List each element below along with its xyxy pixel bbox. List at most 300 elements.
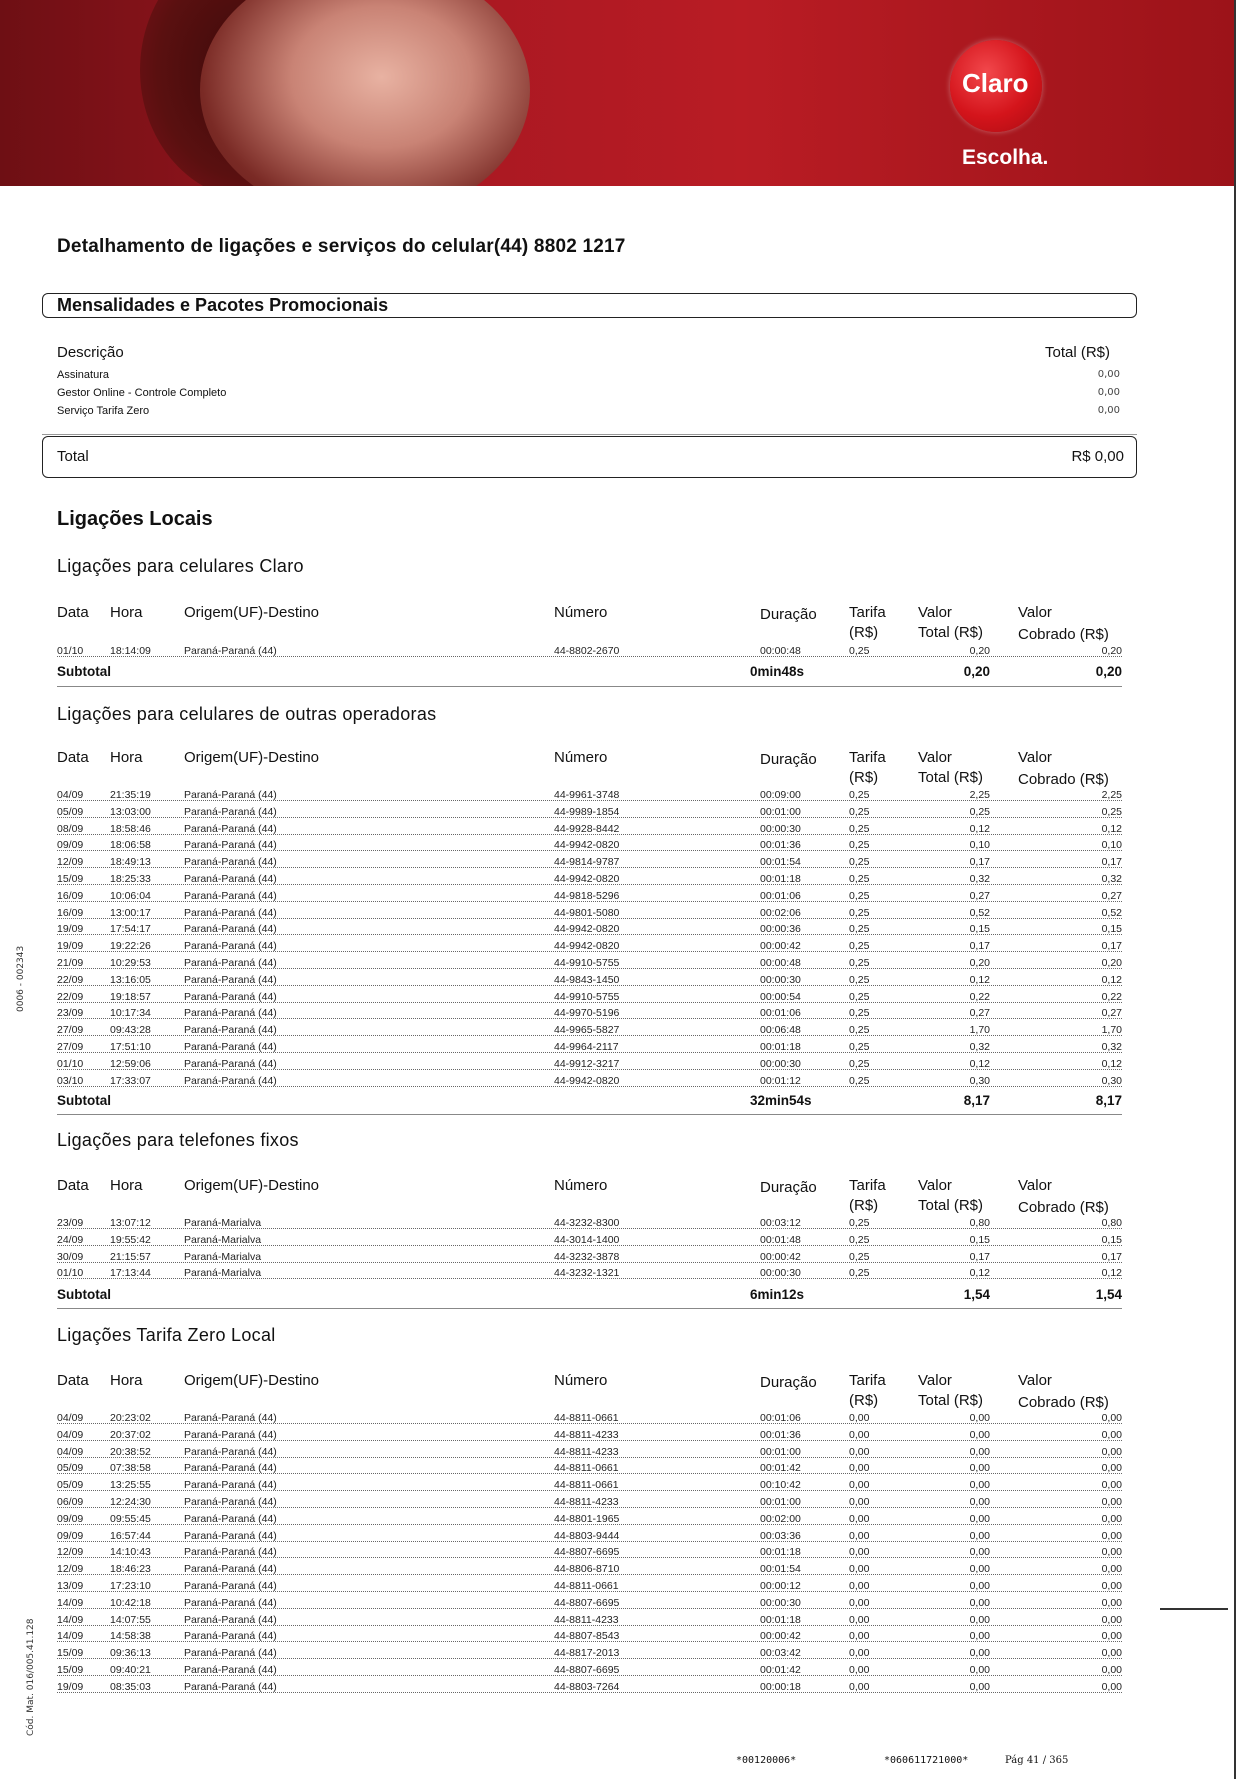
cell-duracao: 00:00:42 xyxy=(760,940,801,953)
cell-duracao: 00:01:18 xyxy=(760,1613,801,1626)
cell-valor-total: 0,12 xyxy=(969,822,990,835)
cell-valor-total: 0,15 xyxy=(969,923,990,936)
total-label: Total xyxy=(57,448,89,465)
cell-valor-total: 0,20 xyxy=(969,957,990,969)
cell-origem: Paraná-Paraná (44) xyxy=(184,1462,277,1475)
cell-numero: 44-9942-0820 xyxy=(554,923,620,936)
cell-data: 15/09 xyxy=(57,1664,84,1676)
cell-tarifa: 0,25 xyxy=(849,957,870,969)
cell-valor-total: 0,30 xyxy=(969,1074,990,1087)
table-row xyxy=(0,1075,1244,1092)
col-duracao: Duração xyxy=(760,1179,817,1196)
cell-valor-total: 0,17 xyxy=(969,856,990,869)
cell-numero: 44-9970-5196 xyxy=(554,1007,620,1020)
col-tarifa: Tarifa xyxy=(849,1177,886,1194)
cell-tarifa: 0,25 xyxy=(849,990,870,1003)
cell-valor-cobrado: 0,00 xyxy=(1101,1428,1122,1441)
cell-tarifa: 0,00 xyxy=(849,1647,870,1660)
cell-tarifa: 0,00 xyxy=(849,1546,870,1559)
desc-item-total: 0,00 xyxy=(1097,405,1120,416)
cell-valor-total: 0,00 xyxy=(969,1428,990,1441)
col-valor-2: Valor xyxy=(1018,604,1052,621)
side-code-bottom: Cód. Mat. 016/005.41.128 xyxy=(26,1618,36,1736)
table-row xyxy=(0,907,1244,924)
claro-logo-text: Claro xyxy=(962,68,1029,98)
col-numero: Número xyxy=(554,1177,608,1194)
cell-origem: Paraná-Paraná (44) xyxy=(184,1412,277,1424)
cell-numero: 44-8802-2670 xyxy=(554,645,620,657)
cell-data: 21/09 xyxy=(57,957,84,969)
cell-valor-cobrado: 0,17 xyxy=(1101,856,1122,869)
table-row xyxy=(0,1647,1244,1664)
cell-data: 01/10 xyxy=(57,1057,84,1070)
cell-valor-total: 0,12 xyxy=(969,973,990,986)
col-origem: Origem(UF)-Destino xyxy=(184,1372,320,1389)
col-numero: Número xyxy=(554,749,608,766)
cell-tarifa: 0,00 xyxy=(849,1428,870,1441)
total-value: R$ 0,00 xyxy=(1071,448,1124,465)
col-hora: Hora xyxy=(110,604,143,621)
cell-valor-cobrado: 0,17 xyxy=(1101,1250,1122,1263)
cell-data: 23/09 xyxy=(57,1217,84,1229)
table-row xyxy=(0,1597,1244,1614)
cell-valor-total: 0,80 xyxy=(969,1217,990,1229)
cell-numero: 44-9964-2117 xyxy=(554,1041,619,1053)
desc-item: Gestor Online - Controle Completo xyxy=(57,387,227,399)
cell-valor-cobrado: 0,00 xyxy=(1101,1630,1122,1643)
cell-valor-cobrado: 2,25 xyxy=(1101,789,1122,801)
cell-data: 16/09 xyxy=(57,889,84,902)
cell-origem: Paraná-Paraná (44) xyxy=(184,1024,277,1037)
cell-duracao: 00:01:00 xyxy=(760,1496,801,1508)
subsection-title: Ligações para telefones fixos xyxy=(57,1130,299,1150)
cell-hora: 20:23:02 xyxy=(110,1412,151,1424)
cell-numero: 44-8811-4233 xyxy=(554,1445,619,1458)
cell-valor-total: 0,00 xyxy=(969,1563,990,1576)
cell-data: 12/09 xyxy=(57,1546,84,1559)
table-row xyxy=(0,1446,1244,1463)
cell-origem: Paraná-Paraná (44) xyxy=(184,1664,277,1676)
total-box xyxy=(42,436,1137,478)
cell-tarifa: 0,00 xyxy=(849,1479,870,1492)
table-header xyxy=(0,604,1244,648)
cell-origem: Paraná-Paraná (44) xyxy=(184,1529,277,1542)
cell-duracao: 00:00:30 xyxy=(760,1596,801,1609)
table-row xyxy=(0,873,1244,890)
col-descricao: Descrição xyxy=(57,344,124,361)
cell-data: 05/09 xyxy=(57,1462,84,1475)
col-duracao: Duração xyxy=(760,1374,817,1391)
cell-origem: Paraná-Paraná (44) xyxy=(184,1546,277,1559)
cell-data: 03/10 xyxy=(57,1074,84,1087)
cell-duracao: 00:01:36 xyxy=(760,1428,801,1441)
table-header xyxy=(0,1372,1244,1416)
cell-hora: 20:38:52 xyxy=(110,1445,151,1458)
col-hora: Hora xyxy=(110,1177,143,1194)
cell-hora: 14:58:38 xyxy=(110,1630,151,1643)
cell-valor-cobrado: 0,27 xyxy=(1101,1007,1122,1020)
cell-data: 01/10 xyxy=(57,645,84,657)
cell-data: 19/09 xyxy=(57,940,84,953)
brand-tagline: Escolha. xyxy=(962,146,1049,169)
cell-tarifa: 0,25 xyxy=(849,923,870,936)
cell-valor-total: 0,17 xyxy=(969,940,990,953)
cell-tarifa: 0,25 xyxy=(849,645,870,657)
cell-origem: Paraná-Paraná (44) xyxy=(184,957,277,969)
cell-tarifa: 0,00 xyxy=(849,1529,870,1542)
cell-origem: Paraná-Paraná (44) xyxy=(184,873,277,885)
cell-valor-total: 0,12 xyxy=(969,1267,990,1280)
cell-hora: 18:58:46 xyxy=(110,822,151,835)
cell-origem: Paraná-Paraná (44) xyxy=(184,1479,277,1492)
cell-duracao: 00:01:18 xyxy=(760,1041,801,1053)
cell-hora: 21:15:57 xyxy=(110,1250,151,1263)
cell-valor-total: 0,00 xyxy=(969,1479,990,1492)
table-row xyxy=(0,1664,1244,1681)
cell-tarifa: 0,00 xyxy=(849,1680,870,1693)
cell-origem: Paraná-Paraná (44) xyxy=(184,645,277,657)
cell-valor-cobrado: 0,00 xyxy=(1101,1479,1122,1492)
cell-valor-total: 0,00 xyxy=(969,1664,990,1676)
table-row xyxy=(0,1429,1244,1446)
subsection-title: Ligações Tarifa Zero Local xyxy=(57,1325,276,1345)
cell-valor-cobrado: 0,00 xyxy=(1101,1563,1122,1576)
cell-valor-cobrado: 0,52 xyxy=(1101,906,1122,919)
cell-origem: Paraná-Paraná (44) xyxy=(184,789,277,801)
desc-item-total: 0,00 xyxy=(1097,387,1120,398)
cell-numero: 44-9818-5296 xyxy=(554,889,620,902)
cell-hora: 07:38:58 xyxy=(110,1462,151,1475)
table-row xyxy=(0,890,1244,907)
cell-hora: 10:29:53 xyxy=(110,957,151,969)
cell-origem: Paraná-Paraná (44) xyxy=(184,1007,277,1020)
col-valor-2: Valor xyxy=(1018,749,1052,766)
table-row xyxy=(0,1267,1244,1284)
cell-data: 27/09 xyxy=(57,1024,84,1037)
cell-data: 06/09 xyxy=(57,1496,84,1508)
cell-origem: Paraná-Paraná (44) xyxy=(184,1496,277,1508)
cell-hora: 18:14:09 xyxy=(110,645,151,657)
table-header xyxy=(0,1177,1244,1221)
cell-valor-cobrado: 0,00 xyxy=(1101,1445,1122,1458)
cell-hora: 19:22:26 xyxy=(110,940,151,953)
table-row xyxy=(0,1462,1244,1479)
subtotal-label: Subtotal xyxy=(57,1093,111,1108)
cell-hora: 14:10:43 xyxy=(110,1546,151,1559)
col-valor: Valor xyxy=(918,1177,952,1194)
cell-duracao: 00:01:54 xyxy=(760,856,801,869)
table-row xyxy=(0,1681,1244,1698)
page-number: Pág 41 / 365 xyxy=(1005,1755,1069,1766)
cell-hora: 10:17:34 xyxy=(110,1007,151,1020)
col-tarifa-unit: (R$) xyxy=(849,769,879,786)
cell-numero: 44-3232-3878 xyxy=(554,1250,620,1263)
cell-numero: 44-9814-9787 xyxy=(554,856,620,869)
cell-origem: Paraná-Paraná (44) xyxy=(184,822,277,835)
col-valor: Valor xyxy=(918,604,952,621)
cell-numero: 44-9910-5755 xyxy=(554,990,620,1003)
cell-numero: 44-8817-2013 xyxy=(554,1647,620,1660)
cell-valor-total: 0,00 xyxy=(969,1462,990,1475)
cell-data: 04/09 xyxy=(57,1445,84,1458)
subtotal-row xyxy=(0,664,1244,684)
cell-duracao: 00:00:48 xyxy=(760,645,801,657)
subtotal-valor-total: 0,20 xyxy=(963,664,990,679)
col-valor-2: Valor xyxy=(1018,1177,1052,1194)
cell-origem: Paraná-Paraná (44) xyxy=(184,1563,277,1576)
cell-duracao: 00:03:12 xyxy=(760,1217,801,1229)
col-tarifa: Tarifa xyxy=(849,604,886,621)
cell-valor-total: 0,00 xyxy=(969,1412,990,1424)
cell-data: 23/09 xyxy=(57,1007,84,1020)
cell-valor-cobrado: 0,17 xyxy=(1101,940,1122,953)
cell-data: 04/09 xyxy=(57,789,84,801)
cell-hora: 18:25:33 xyxy=(110,873,151,885)
cell-tarifa: 0,25 xyxy=(849,1057,870,1070)
cell-valor-cobrado: 0,12 xyxy=(1101,1267,1122,1280)
cell-numero: 44-9912-3217 xyxy=(554,1057,620,1070)
cell-tarifa: 0,25 xyxy=(849,1267,870,1280)
desc-item: Serviço Tarifa Zero xyxy=(57,405,150,417)
cell-tarifa: 0,25 xyxy=(849,873,870,885)
cell-valor-total: 0,00 xyxy=(969,1445,990,1458)
cell-duracao: 00:01:06 xyxy=(760,1007,801,1020)
cell-data: 22/09 xyxy=(57,990,84,1003)
cell-numero: 44-8803-9444 xyxy=(554,1529,620,1542)
cell-tarifa: 0,25 xyxy=(849,805,870,818)
col-total: Total (R$) xyxy=(1045,344,1111,361)
box-divider xyxy=(42,434,1137,435)
cell-valor-cobrado: 0,00 xyxy=(1101,1412,1122,1424)
subtotal-duracao: 32min54s xyxy=(750,1093,812,1108)
cell-hora: 12:24:30 xyxy=(110,1496,151,1508)
cell-tarifa: 0,00 xyxy=(849,1412,870,1424)
footer-code-1: *00120006* xyxy=(736,1755,797,1766)
cell-valor-total: 0,00 xyxy=(969,1596,990,1609)
cell-origem: Paraná-Paraná (44) xyxy=(184,973,277,986)
cell-hora: 13:03:00 xyxy=(110,805,151,818)
desc-item-total: 0,00 xyxy=(1097,369,1120,380)
cell-valor-total: 0,20 xyxy=(969,645,990,657)
col-origem: Origem(UF)-Destino xyxy=(184,1177,320,1194)
table-row xyxy=(0,1530,1244,1547)
cell-origem: Paraná-Paraná (44) xyxy=(184,839,277,852)
cell-duracao: 00:10:42 xyxy=(760,1479,801,1492)
cell-numero: 44-8801-1965 xyxy=(554,1512,620,1525)
table-row xyxy=(0,806,1244,823)
cell-data: 12/09 xyxy=(57,1563,84,1576)
cell-data: 05/09 xyxy=(57,1479,84,1492)
mensalidades-header: Mensalidades e Pacotes Promocionais xyxy=(57,295,389,315)
col-valor-total: Total (R$) xyxy=(918,1197,984,1214)
table-row xyxy=(0,957,1244,974)
cell-numero: 44-8803-7264 xyxy=(554,1680,620,1693)
cell-origem: Paraná-Marialva xyxy=(184,1250,262,1263)
cell-valor-cobrado: 0,32 xyxy=(1101,873,1122,885)
cell-valor-cobrado: 0,12 xyxy=(1101,822,1122,835)
subtotal-duracao: 0min48s xyxy=(750,664,805,679)
cell-duracao: 00:00:30 xyxy=(760,973,801,986)
document-title: Detalhamento de ligações e serviços do celular(44) 8802 1217 xyxy=(57,236,626,257)
cell-valor-cobrado: 0,00 xyxy=(1101,1596,1122,1609)
cell-tarifa: 0,00 xyxy=(849,1563,870,1576)
cell-duracao: 00:00:12 xyxy=(760,1580,801,1592)
cell-hora: 09:40:21 xyxy=(110,1664,151,1676)
banner-photo xyxy=(200,0,530,186)
cell-valor-total: 2,25 xyxy=(969,789,990,801)
col-duracao: Duração xyxy=(760,751,817,768)
cell-data: 09/09 xyxy=(57,839,84,852)
cell-duracao: 00:01:00 xyxy=(760,805,801,818)
cell-tarifa: 0,25 xyxy=(849,822,870,835)
table-row xyxy=(0,1024,1244,1041)
cell-numero: 44-8811-0661 xyxy=(554,1462,619,1475)
cell-hora: 13:07:12 xyxy=(110,1217,151,1229)
cell-duracao: 00:00:42 xyxy=(760,1630,801,1643)
cell-valor-total: 0,32 xyxy=(969,873,990,885)
cell-data: 04/09 xyxy=(57,1412,84,1424)
cell-valor-total: 0,32 xyxy=(969,1041,990,1053)
table-row xyxy=(0,823,1244,840)
section-title: Ligações Locais xyxy=(57,508,213,530)
cell-hora: 17:54:17 xyxy=(110,923,151,936)
cell-data: 09/09 xyxy=(57,1529,84,1542)
cell-data: 22/09 xyxy=(57,973,84,986)
table-row xyxy=(0,839,1244,856)
table-row xyxy=(0,1546,1244,1563)
cell-hora: 10:42:18 xyxy=(110,1596,151,1609)
table-row xyxy=(0,1234,1244,1251)
cell-valor-cobrado: 0,25 xyxy=(1101,805,1122,818)
cell-numero: 44-3014-1400 xyxy=(554,1233,620,1246)
cell-numero: 44-9942-0820 xyxy=(554,940,620,953)
cell-duracao: 00:03:36 xyxy=(760,1529,801,1542)
cell-duracao: 00:00:30 xyxy=(760,1057,801,1070)
cell-tarifa: 0,25 xyxy=(849,940,870,953)
cell-tarifa: 0,25 xyxy=(849,1217,870,1229)
cell-hora: 09:55:45 xyxy=(110,1512,151,1525)
mensalidades-header-box xyxy=(42,293,1137,318)
cell-valor-cobrado: 0,00 xyxy=(1101,1613,1122,1626)
subtotal-duracao: 6min12s xyxy=(750,1287,805,1302)
cell-valor-total: 0,25 xyxy=(969,805,990,818)
cell-numero: 44-9942-0820 xyxy=(554,839,620,852)
cell-hora: 17:33:07 xyxy=(110,1074,151,1087)
cell-numero: 44-8807-6695 xyxy=(554,1596,620,1609)
cell-origem: Paraná-Paraná (44) xyxy=(184,889,277,902)
cell-numero: 44-9942-0820 xyxy=(554,873,620,885)
cell-hora: 19:18:57 xyxy=(110,990,151,1003)
cell-valor-cobrado: 0,12 xyxy=(1101,973,1122,986)
cell-duracao: 00:00:18 xyxy=(760,1680,801,1693)
cell-tarifa: 0,25 xyxy=(849,889,870,902)
cell-numero: 44-8811-4233 xyxy=(554,1428,619,1441)
table-row xyxy=(0,645,1244,662)
cell-data: 14/09 xyxy=(57,1613,84,1626)
table-row xyxy=(0,1580,1244,1597)
cell-valor-total: 0,00 xyxy=(969,1496,990,1508)
table-row xyxy=(0,1563,1244,1580)
col-data: Data xyxy=(57,1372,89,1389)
cell-origem: Paraná-Paraná (44) xyxy=(184,923,277,936)
cell-valor-total: 0,22 xyxy=(969,990,990,1003)
cell-numero: 44-9989-1854 xyxy=(554,805,620,818)
cell-hora: 17:13:44 xyxy=(110,1267,151,1280)
col-valor-cobrado: Cobrado (R$) xyxy=(1018,771,1109,788)
cell-tarifa: 0,25 xyxy=(849,1250,870,1263)
cell-data: 04/09 xyxy=(57,1428,84,1441)
cell-origem: Paraná-Marialva xyxy=(184,1233,262,1246)
cell-tarifa: 0,25 xyxy=(849,1024,870,1037)
cell-valor-cobrado: 0,15 xyxy=(1101,1233,1122,1246)
cell-valor-cobrado: 0,20 xyxy=(1101,645,1122,657)
table-row xyxy=(0,856,1244,873)
table-row xyxy=(0,1007,1244,1024)
cell-data: 12/09 xyxy=(57,856,84,869)
cell-hora: 18:06:58 xyxy=(110,839,151,852)
cell-data: 27/09 xyxy=(57,1041,84,1053)
cell-data: 19/09 xyxy=(57,923,84,936)
cell-valor-cobrado: 0,00 xyxy=(1101,1512,1122,1525)
cell-tarifa: 0,25 xyxy=(849,856,870,869)
cell-duracao: 00:00:42 xyxy=(760,1250,801,1263)
table-row xyxy=(0,1412,1244,1429)
cell-numero: 44-8807-8543 xyxy=(554,1630,620,1643)
col-numero: Número xyxy=(554,604,608,621)
cell-valor-total: 0,10 xyxy=(969,839,990,852)
cell-numero: 44-3232-1321 xyxy=(554,1267,620,1280)
cell-valor-total: 0,00 xyxy=(969,1580,990,1592)
cell-valor-cobrado: 1,70 xyxy=(1101,1024,1122,1037)
col-valor-total: Total (R$) xyxy=(918,769,984,786)
cell-valor-cobrado: 0,00 xyxy=(1101,1647,1122,1660)
side-code-top: 0006 - 002343 xyxy=(16,945,26,1012)
col-valor-total: Total (R$) xyxy=(918,624,984,641)
cell-valor-total: 0,00 xyxy=(969,1630,990,1643)
cell-numero: 44-3232-8300 xyxy=(554,1217,620,1229)
cell-origem: Paraná-Paraná (44) xyxy=(184,1428,277,1441)
cell-valor-total: 0,00 xyxy=(969,1647,990,1660)
cell-hora: 13:16:05 xyxy=(110,973,151,986)
cell-valor-total: 0,27 xyxy=(969,1007,990,1020)
cell-data: 14/09 xyxy=(57,1630,84,1643)
table-row xyxy=(0,789,1244,806)
subtotal-row xyxy=(0,1287,1244,1307)
cell-hora: 12:59:06 xyxy=(110,1057,151,1070)
cell-hora: 16:57:44 xyxy=(110,1529,151,1542)
col-valor: Valor xyxy=(918,1372,952,1389)
subsection-title: Ligações para celulares de outras operadoras xyxy=(57,704,437,724)
cell-valor-cobrado: 0,12 xyxy=(1101,1057,1122,1070)
cell-duracao: 00:01:42 xyxy=(760,1462,801,1475)
cell-data: 15/09 xyxy=(57,1647,84,1660)
table-row xyxy=(0,923,1244,940)
cell-hora: 17:23:10 xyxy=(110,1580,151,1592)
cell-valor-cobrado: 0,30 xyxy=(1101,1074,1122,1087)
cell-duracao: 00:01:18 xyxy=(760,873,801,885)
cell-data: 30/09 xyxy=(57,1250,84,1263)
cell-tarifa: 0,25 xyxy=(849,1007,870,1020)
cell-valor-cobrado: 0,00 xyxy=(1101,1546,1122,1559)
cell-duracao: 00:00:30 xyxy=(760,822,801,835)
cell-data: 09/09 xyxy=(57,1512,84,1525)
cell-duracao: 00:01:06 xyxy=(760,889,801,902)
cell-duracao: 00:01:06 xyxy=(760,1412,801,1424)
cell-duracao: 00:02:06 xyxy=(760,906,801,919)
cell-data: 24/09 xyxy=(57,1233,84,1246)
cell-origem: Paraná-Paraná (44) xyxy=(184,805,277,818)
cell-valor-total: 0,15 xyxy=(969,1233,990,1246)
